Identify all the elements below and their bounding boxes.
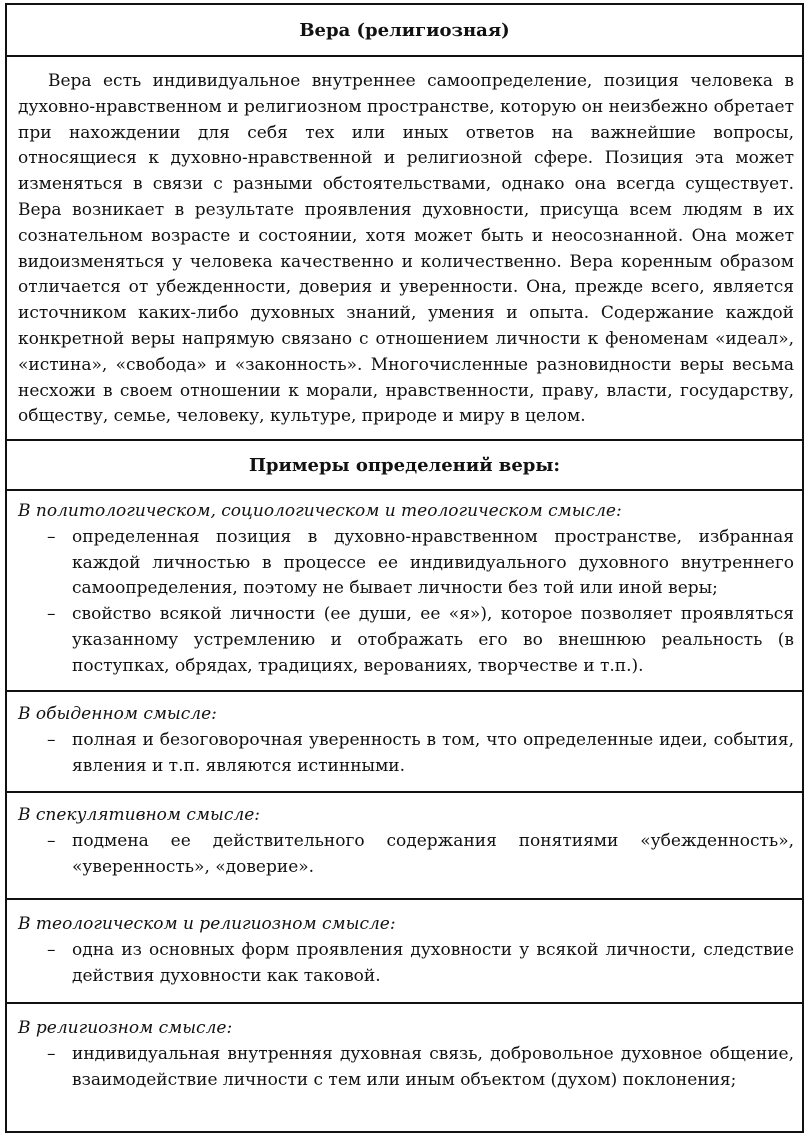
list-item-text: полная и безоговорочная уверенность в том, что определенные идеи, события, явления и т.п. являются истинными. (72, 729, 794, 776)
dash-bullet: – (47, 526, 56, 547)
intro-row (7, 57, 802, 441)
page-title: Вера (религиозная) (299, 19, 510, 41)
section-speculative (7, 793, 802, 900)
bullet-list (7, 525, 802, 680)
list-item-text: индивидуальная внутренняя духовная связь, добровольное духовное общение, взаимодействие личности с тем или иным объектом (духом) поклонения; (72, 1043, 794, 1090)
list-item-text: свойство всякой личности (ее души, ее «я»), которое позволяет проявляться указанному устремлению и отображать его во внешнюю реальность (в поступках, обрядах, традициях, верованиях, творчестве и т.п.). (72, 604, 794, 676)
list-item-text: одна из основных форм проявления духовности у всякой личности, следствие действия духовности как таковой. (72, 939, 794, 986)
section-heading: В обыденном смысле: (18, 704, 217, 724)
bullet-list (7, 728, 802, 780)
section-religious (7, 1004, 802, 1133)
bullet-list (7, 938, 802, 990)
list-item-text: подмена ее действительного содержания понятиями «убежденность», «уверенность», «доверие». (72, 830, 794, 877)
section-heading: В теологическом и религиозном смысле: (18, 914, 396, 934)
intro-paragraph: Вера есть индивидуальное внутреннее самоопределение, позиция человека в духовно-нравственном и религиозном пространстве, которую он неизбежно обретает при нахождении для себя тех или иных ответов на важнейшие вопросы, относящиеся к духовно-нравственной и религиозной сфере. Позиция эта может изменяться в связи с разными обстоятельствами, однако она всегда существует. Вера возникает в результате проявления духовности, присуща всем людям в их сознательном возрасте и состоянии, хотя может быть и неосознанной. Она может видоизменяться у человека качественно и количественно. Вера коренным образом отличается от убежденности, доверия и уверенности. Она, прежде всего, является источником каких-либо духовных знаний, умения и опыта. Содержание каждой конкретной веры напрямую связано с отношением личности к феноменам «идеал», «истина», «свобода» и «законность». Многочисленные разновидности веры весьма несхожи в своем отношении к морали, нравственности, праву, власти, государству, обществу, семье, человеку, культуре, природе и миру в целом. (18, 71, 794, 427)
dash-bullet: – (47, 830, 56, 851)
examples-title-row (7, 441, 802, 491)
dash-bullet: – (47, 939, 56, 960)
dash-bullet: – (47, 729, 56, 750)
section-theological (7, 900, 802, 1004)
title-row (7, 5, 802, 57)
section-political (7, 491, 802, 692)
section-everyday (7, 692, 802, 793)
list-item-text: определенная позиция в духовно-нравственном пространстве, избранная каждой личностью в процессе ее индивидуального духовного внутреннего самоопределения, поэтому не бывает личности без той или иной веры; (72, 526, 794, 599)
section-heading: В политологическом, социологическом и теологическом смысле: (18, 501, 622, 521)
examples-title: Примеры определений веры: (248, 454, 561, 476)
dash-bullet: – (47, 1043, 56, 1064)
bullet-list (7, 1042, 802, 1094)
list-item (7, 829, 802, 881)
list-item (7, 602, 802, 679)
definition-table (5, 3, 804, 1133)
section-heading: В спекулятивном смысле: (18, 805, 261, 825)
bullet-list (7, 829, 802, 881)
dash-bullet: – (47, 604, 56, 625)
list-item (7, 728, 802, 780)
list-item (7, 1042, 802, 1094)
list-item (7, 938, 802, 990)
section-heading: В религиозном смысле: (18, 1018, 233, 1038)
list-item (7, 525, 802, 602)
